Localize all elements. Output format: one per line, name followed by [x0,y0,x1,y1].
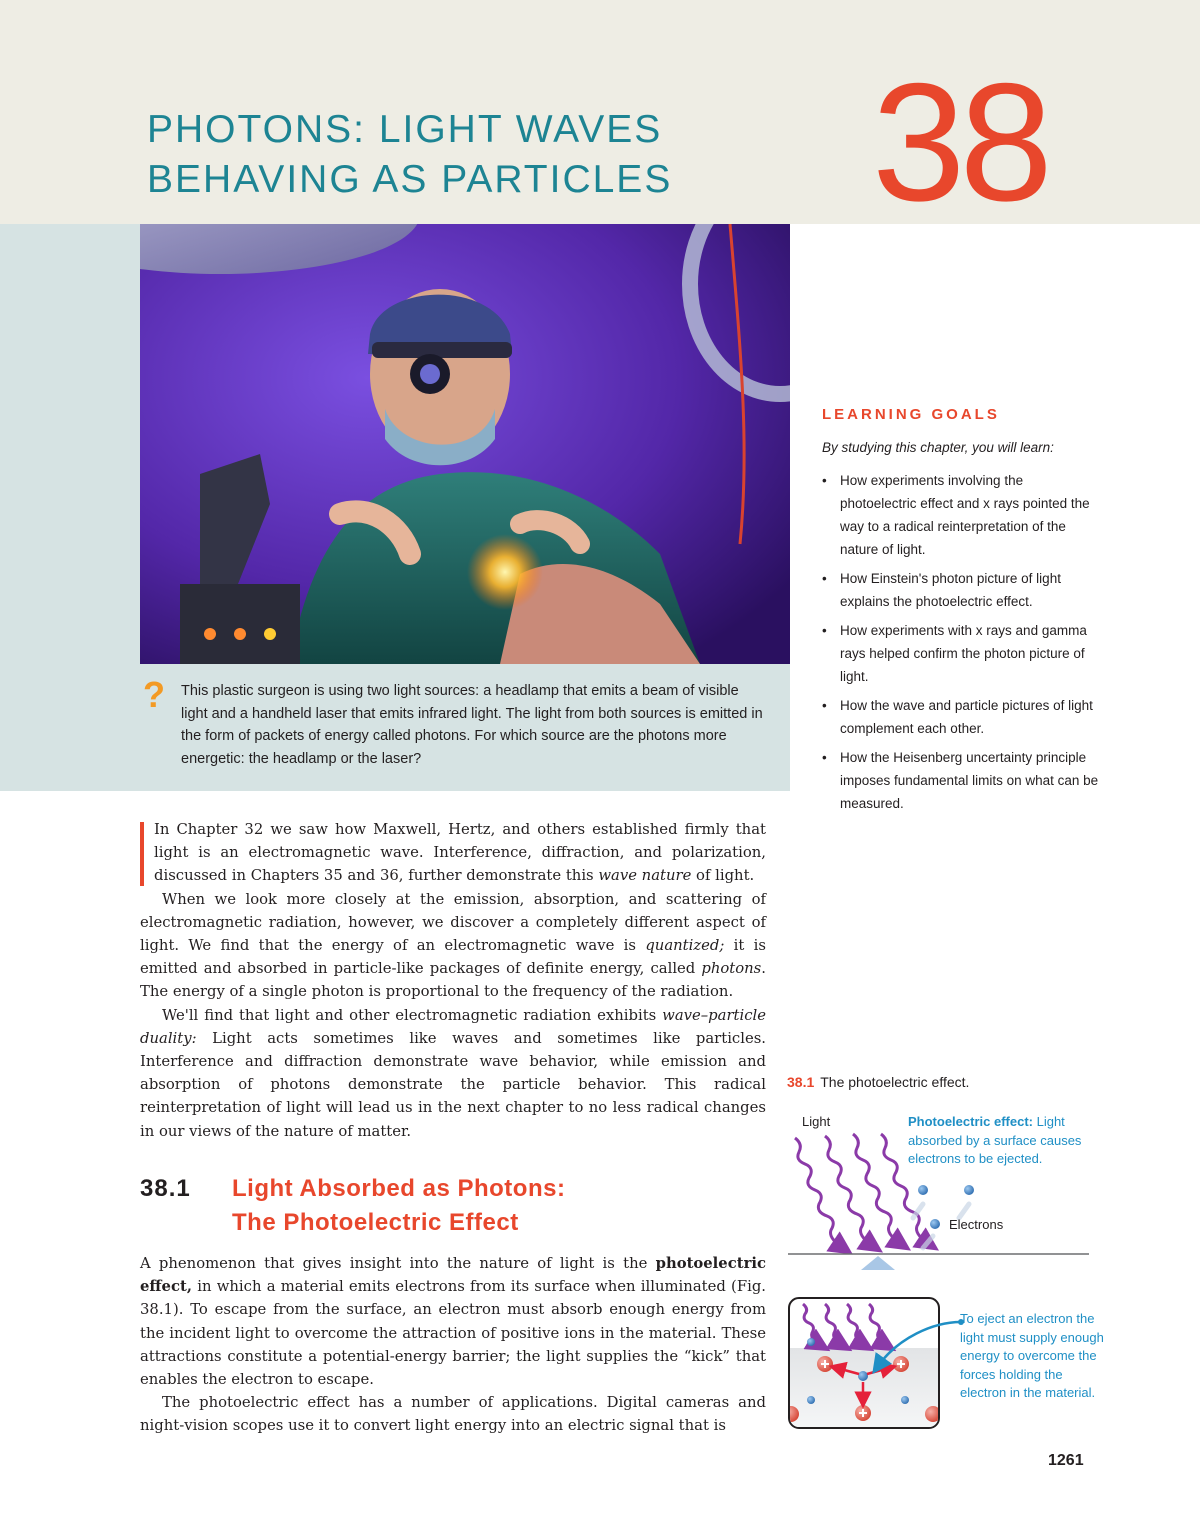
zoom-pointer [861,1256,895,1270]
section-title [232,1172,565,1240]
text-span: When we look more closely at the emission, absorption, and scattering of electromagnetic radiation, however, we discover a completely different aspect of light. We find that the energy of an electromagnetic wave is [140,890,766,955]
text-span: In Chapter 32 we saw how Maxwell, Hertz, and others established firmly that light is an electromagnetic wave. Interference, diffraction, and polarization, discussed in Chapters 35 and 36, further demonstrate this [154,821,766,885]
electron-icon [901,1396,909,1404]
emphasis-wave-particle-duality: wave–particle duality: [140,1006,766,1047]
chapter-title [147,105,672,205]
learning-goal-item: • How experiments with x rays and gamma rays helped confirm the photon picture of light. [822,619,1102,688]
learning-goal-item: • How the wave and particle pictures of light complement each other. [822,694,1102,740]
learning-goals [822,406,1102,821]
electron-icon [918,1185,928,1195]
figure-caption-text: The photoelectric effect. [820,1074,970,1090]
electron-icon [930,1219,940,1229]
electron-icon [807,1396,815,1404]
learning-goals-intro: By studying this chapter, you will learn: [822,440,1054,455]
intro-paragraph-3 [140,1004,766,1143]
emphasis-quantized: quantized; [645,937,725,955]
learning-goal-item: • How the Heisenberg uncertainty principle imposes fundamental limits on what can be measured. [822,746,1102,815]
text-span: . The energy of a single photon is proportional to the frequency of the radiation. [140,960,766,1001]
figure-label-electrons: Electrons [949,1217,1004,1232]
surgeon-photo-illustration [140,224,790,664]
emphasis-photons: photons [701,960,762,978]
learning-goal-item: • How Einstein's photon picture of light explains the photoelectric effect. [822,567,1102,613]
learning-goals-heading: LEARNING GOALS [822,406,1000,423]
light-wave [795,1138,843,1248]
page-number: 1261 [1048,1452,1084,1469]
figure-label-photoelectric-rest: Light absorbed by a surface causes electrons to be ejected. [908,1114,1082,1166]
question-mark-icon: ? [143,674,165,715]
figure-number: 38.1 [787,1074,815,1090]
intro-paragraph-2 [140,888,766,1004]
learning-goal-item: • How experiments involving the photoelectric effect and x rays pointed the way to a radical reinterpretation of the nature of light. [822,469,1102,561]
electron-icon [964,1185,974,1195]
section-paragraph-2: The photoelectric effect has a number of applications. Digital cameras and night-vision scopes use it to convert light energy into an electric signal that is [140,1394,766,1435]
figure-label-photoelectric-strong: Photoelectric effect: [908,1114,1033,1129]
figure-label-eject: To eject an electron the light must supply enough energy to overcome the forces holding the electron in the material. [960,1311,1104,1400]
drop-cap-bar [140,822,144,886]
emphasis-wave-nature: wave nature [598,867,692,885]
learning-goals-list [822,469,1102,815]
section-number: 38.1 [140,1175,191,1202]
text-span: A phenomenon that gives insight into the nature of light is the [140,1255,656,1272]
chapter-number: 38 [872,48,1047,236]
figure-label-photoelectric [908,1113,1098,1169]
section-title-line-2: The Photoelectric Effect [232,1209,519,1236]
surgeon-photo [140,224,790,664]
term-photoelectric-effect: photoelectric effect, [140,1255,766,1296]
chapter-title-line-2: BEHAVING AS PARTICLES [147,158,673,201]
text-span: We'll find that light and other electromagnetic radiation exhibits [162,1006,663,1024]
ion-icon [783,1406,799,1422]
text-span: of light. [691,867,755,885]
text-span: Light acts sometimes like waves and sometimes like particles. Interference and diffraction demonstrate wave behavior, while emission and absorption of photons demonstrate the particle behavior. This radical reinterpretation of light will lead us in the next chapter to no less radical changes in our views of the nature of matter. [140,1029,766,1140]
text-span: it is emitted and absorbed in particle-like packages of definite energy, called [140,937,766,978]
section-heading [140,1172,565,1240]
figure-label-light: Light [802,1114,831,1129]
intro-paragraph-1-text [154,818,766,888]
section-body [140,1252,766,1438]
text-span: in which a material emits electrons from its surface when illuminated (Fig. 38.1). To escape from the surface, an electron must absorb enough energy from the incident light to overcome the attraction of positive ions in the material. These attractions constitute a potential-energy barrier; the light supplies the “kick” that enables the electron to escape. [140,1278,766,1389]
section-paragraph-1 [140,1252,766,1391]
figure-caption [787,1074,969,1090]
intro-paragraph-1 [140,818,766,888]
chapter-title-line-1: PHOTONS: LIGHT WAVES [147,108,663,151]
photo-caption: This plastic surgeon is using two light sources: a headlamp that emits a beam of visible light and a handheld laser that emits infrared light. The light from both sources is emitted in the form of packets of energy called photons. For which source are the photons more energetic: the headlamp or the laser? [181,683,763,767]
electron-icon [807,1338,815,1346]
intro-text [140,818,766,1143]
section-title-line-1: Light Absorbed as Photons: [232,1175,566,1202]
electron-icon [858,1371,868,1381]
